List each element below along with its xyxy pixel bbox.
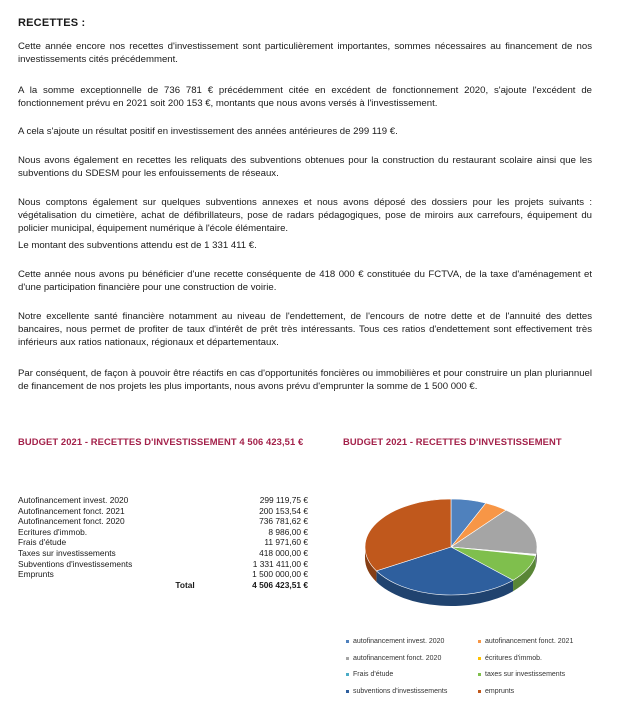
legend-item xyxy=(478,654,608,663)
legend-label: écritures d'immob. xyxy=(485,654,542,662)
legend-item xyxy=(478,670,608,679)
row-amount: 736 781,62 € xyxy=(259,516,308,527)
table-row xyxy=(18,527,308,538)
row-amount: 299 119,75 € xyxy=(259,495,308,505)
legend-label: autofinancement fonct. 2020 xyxy=(353,654,442,662)
paragraph-3: A cela s'ajoute un résultat positif en investissement des années antérieures de 299 119 €. xyxy=(18,126,398,137)
table-row xyxy=(18,495,308,506)
row-label: Autofinancement fonct. 2020 xyxy=(18,516,125,527)
legend-label: autofinancement fonct. 2021 xyxy=(485,638,574,645)
paragraph-2: A la somme exceptionnelle de 736 781 € précédemment citée en excédent de fonctionnement 2020, s'ajoute l'excédent de fonctionnement prévu en 2021 soit 200 153 €, montants que nous avons versés à l'investissement. xyxy=(18,85,592,109)
table-row xyxy=(18,537,308,548)
table-row xyxy=(18,548,308,559)
total-label: Total xyxy=(175,579,195,590)
row-label: Autofinancement invest. 2020 xyxy=(18,495,129,505)
row-label: Autofinancement fonct. 2021 xyxy=(18,505,125,516)
table-row xyxy=(18,559,308,570)
row-amount: 11 971,60 € xyxy=(264,537,308,548)
budget-table-title: BUDGET 2021 - RECETTES D'INVESTISSEMENT 4 506 423,51 € xyxy=(18,436,304,447)
table-total-row xyxy=(18,580,308,591)
legend-swatch xyxy=(346,657,349,660)
chart-title: BUDGET 2021 - RECETTES D'INVESTISSEMENT xyxy=(343,436,562,447)
budget-table xyxy=(18,495,308,590)
row-amount: 8 986,00 € xyxy=(268,526,308,537)
legend-swatch xyxy=(346,690,349,693)
legend-label: Frais d'étude xyxy=(353,671,394,679)
row-label: Taxes sur investissements xyxy=(18,547,116,558)
row-label: Frais d'étude xyxy=(18,537,67,548)
total-amount: 4 506 423,51 € xyxy=(252,579,308,590)
paragraph-1: Cette année encore nos recettes d'investissement sont particulièrement importantes, sommes nécessaires au financement de nos investissements cités précédemment. xyxy=(18,41,592,65)
legend-label: taxes sur investissements xyxy=(485,671,566,679)
legend-label: subventions d'investissements xyxy=(353,687,448,695)
paragraph-8: Notre excellente santé financière notamment au niveau de l'endettement, de l'encours de notre dette et de l'annuité des dettes bancaires, nous permet de profiter de taux d'intérêt de prêt très intéressants. Tous ces ratios d'endettement sont effectivement très inférieurs aux ratios nationaux, régionaux et départementaux. xyxy=(18,311,592,348)
legend-label: autofinancement invest. 2020 xyxy=(353,638,445,645)
table-row xyxy=(18,569,308,580)
pie-chart-svg xyxy=(356,492,546,617)
table-row xyxy=(18,506,308,517)
paragraph-6: Le montant des subventions attendu est de 1 331 411 €. xyxy=(18,240,257,251)
legend-swatch xyxy=(346,640,349,643)
legend-label: emprunts xyxy=(485,687,515,695)
row-amount: 418 000,00 € xyxy=(259,547,308,558)
legend-item xyxy=(478,637,608,646)
paragraph-4: Nous avons également en recettes les reliquats des subventions obtenues pour la construction du restaurant scolaire ainsi que les subventions du SDESM pour les enfouissements de réseaux. xyxy=(18,155,592,179)
paragraph-9: Par conséquent, de façon à pouvoir être réactifs en cas d'opportunités foncières ou immobilières et pour construire un plan pluriannuel de financement de nos projets les plus importants, nous avons prévu d'emprunter la somme de 1 500 000 €. xyxy=(18,368,592,392)
pie-chart xyxy=(356,492,546,617)
legend-swatch xyxy=(478,673,481,676)
row-label: Ecritures d'immob. xyxy=(18,526,88,537)
paragraph-5: Nous comptons également sur quelques subventions annexes et nous avons déposé des dossiers pour les projets suivants : végétalisation du cimetière, achat de défibrillateurs, pose de radars pédagogiques, pose de miroirs aux carrefours, équipement du policier municipal, équipement numérique à l'école élémentaire. xyxy=(18,197,592,234)
legend-swatch xyxy=(478,690,481,693)
paragraph-7: Cette année nous avons pu bénéficier d'une recette conséquente de 418 000 € constituée du FCTVA, de la taxe d'aménagement et d'une participation financière pour une construction de voirie. xyxy=(18,269,592,293)
section-heading: RECETTES : xyxy=(18,17,86,29)
row-amount: 1 500 000,00 € xyxy=(252,569,308,580)
row-amount: 1 331 411,00 € xyxy=(252,558,308,569)
row-label: Subventions d'investissements xyxy=(18,558,133,569)
chart-legend xyxy=(346,637,608,696)
legend-item xyxy=(346,687,478,696)
row-amount: 200 153,54 € xyxy=(259,505,308,516)
legend-item xyxy=(346,670,478,679)
table-row xyxy=(18,516,308,527)
legend-item xyxy=(478,687,608,696)
legend-swatch xyxy=(478,657,481,660)
legend-item xyxy=(346,637,478,646)
legend-item xyxy=(346,654,478,663)
legend-swatch xyxy=(346,673,349,676)
legend-swatch xyxy=(478,640,481,643)
row-label: Emprunts xyxy=(18,569,54,580)
